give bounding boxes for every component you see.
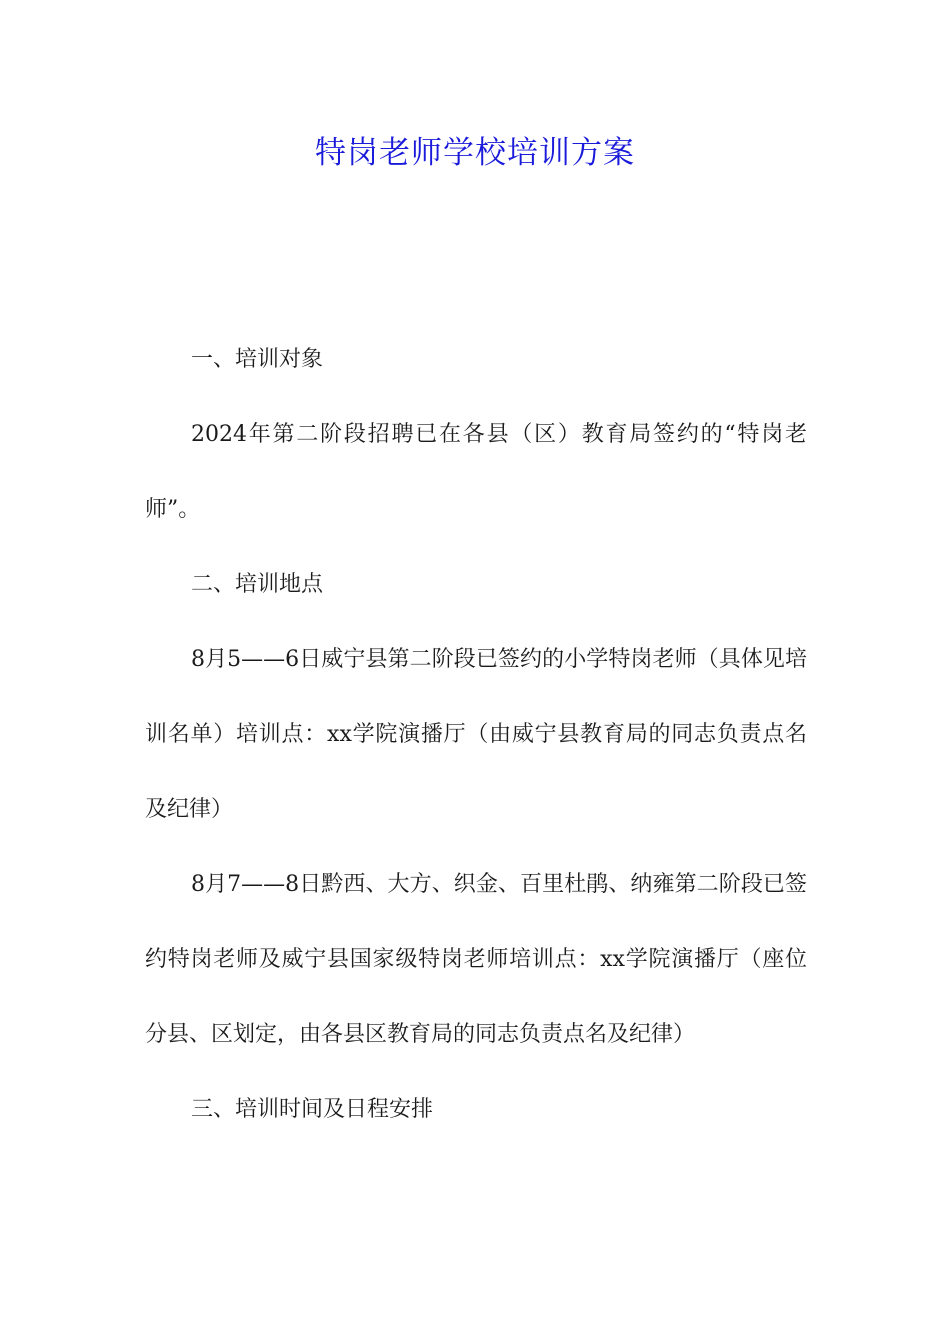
paragraph-location-weining: 8月5——6日威宁县第二阶段已签约的小学特岗老师（具体见培训名单）培训点：xx学院演播厅（由威宁县教育局的同志负责点名及纪律） [145, 647, 807, 822]
document-title: 特岗老师学校培训方案 [315, 135, 635, 171]
heading-training-schedule: 三、培训时间及日程安排 [191, 1097, 434, 1122]
document-body [145, 322, 807, 1147]
paragraph-location-other-counties: 8月7——8日黔西、大方、织金、百里杜鹃、纳雍第二阶段已签约特岗老师及威宁县国家级特岗老师培训点：xx学院演播厅（座位分县、区划定，由各县区教育局的同志负责点名及纪律） [145, 872, 807, 1047]
paragraph-training-target: 2024年第二阶段招聘已在各县（区）教育局签约的“特岗老师”。 [145, 422, 807, 522]
heading-training-location: 二、培训地点 [191, 572, 324, 597]
heading-training-target: 一、培训对象 [191, 347, 324, 372]
